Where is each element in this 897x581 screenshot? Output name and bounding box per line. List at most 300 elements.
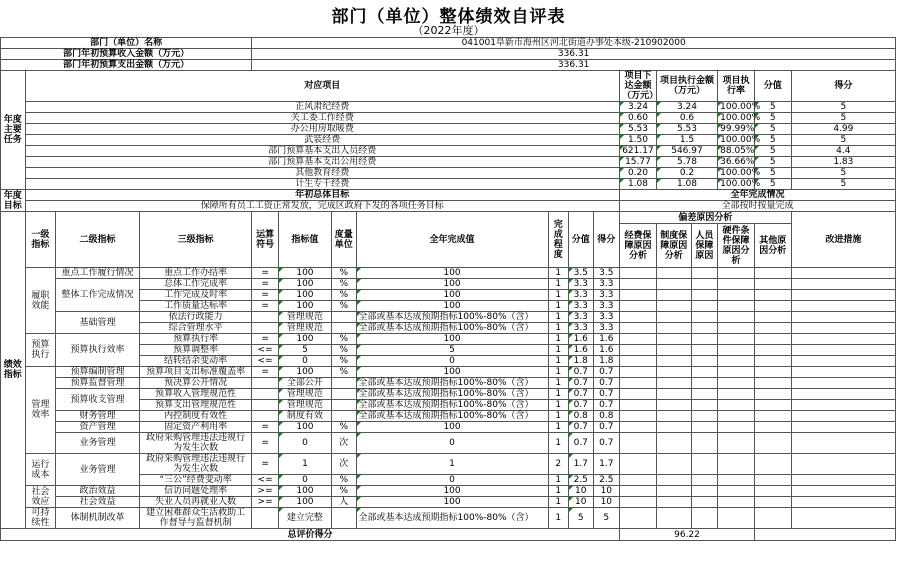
perf-empty-cell <box>791 454 895 475</box>
perf-level2: 基础管理 <box>56 312 140 334</box>
perf-level1: 社会效应 <box>25 486 56 508</box>
perf-target: 100 <box>278 497 331 508</box>
perf-empty-cell <box>754 279 791 290</box>
perf-level1: 预算执行 <box>25 334 56 367</box>
perf-actual: 全部或基本达成预期指标100%-80%（含） <box>356 400 548 411</box>
perf-empty-cell <box>691 411 718 422</box>
perf-empty-cell <box>620 367 657 378</box>
perf-op <box>252 411 279 422</box>
task-name: 部门预算基本支出公用经费 <box>25 157 620 168</box>
perf-actual: 100 <box>356 334 548 345</box>
perf-empty-cell <box>691 389 718 400</box>
perf-unit: 次 <box>332 454 357 475</box>
perf-unit: % <box>332 301 357 312</box>
perf-empty-cell <box>754 433 791 454</box>
perf-empty-cell <box>656 378 691 389</box>
perf-empty-cell <box>620 454 657 475</box>
task-name: 正风肃纪经费 <box>25 102 620 113</box>
perf-empty-cell <box>791 508 895 529</box>
task-score: 5 <box>754 146 791 157</box>
perf-target: 1 <box>278 454 331 475</box>
header-value: 041001阜新市海州区河北街道办事处本级-210902000 <box>252 38 896 49</box>
perf-header-target: 指标值 <box>278 212 331 268</box>
task-rate: 100.00% <box>718 135 755 146</box>
perf-empty-cell <box>620 334 657 345</box>
task-header-rate: 项目执行率 <box>718 71 755 102</box>
perf-empty-cell <box>620 508 657 529</box>
perf-target: 100 <box>278 486 331 497</box>
perf-level3: 预算收入管理规范性 <box>139 389 251 400</box>
task-rate: 88.05% <box>718 146 755 157</box>
perf-got: 10 <box>593 497 620 508</box>
perf-target: 建立完整 <box>278 508 331 529</box>
header-label: 部门年初预算收入金额（万元） <box>1 49 252 60</box>
perf-level2: 政治效益 <box>56 486 140 497</box>
perf-level3: 总体工作完成率 <box>139 279 251 290</box>
perf-actual: 100 <box>356 367 548 378</box>
perf-empty-cell <box>620 400 657 411</box>
perf-level2: 预算监督管理 <box>56 378 140 389</box>
perf-got: 10 <box>593 486 620 497</box>
perf-got: 1.8 <box>593 356 620 367</box>
perf-empty-cell <box>754 486 791 497</box>
perf-empty-cell <box>754 400 791 411</box>
perf-level2: 预算编制管理 <box>56 367 140 378</box>
perf-empty-cell <box>691 475 718 486</box>
perf-empty-cell <box>620 345 657 356</box>
task-executed: 3.24 <box>656 102 717 113</box>
perf-op: <= <box>252 475 279 486</box>
task-executed: 1.08 <box>656 179 717 190</box>
perf-score: 1.7 <box>569 454 594 475</box>
perf-degree: 1 <box>548 345 568 356</box>
task-score: 5 <box>754 179 791 190</box>
perf-degree: 1 <box>548 400 568 411</box>
perf-level3: 工作质量达标率 <box>139 301 251 312</box>
perf-actual: 全部或基本达成预期指标100%-80%（含） <box>356 312 548 323</box>
perf-target: 0 <box>278 475 331 486</box>
perf-level2: 业务管理 <box>56 454 140 486</box>
perf-empty-cell <box>718 475 755 486</box>
total-label: 总评价得分 <box>1 529 620 541</box>
task-got: 4.4 <box>791 146 895 157</box>
perf-unit: % <box>332 475 357 486</box>
perf-level3: 依法行政能力 <box>139 312 251 323</box>
perf-level3: 预算支出管理规范性 <box>139 400 251 411</box>
perf-header-level2: 二级指标 <box>56 212 140 268</box>
perf-empty-cell <box>691 454 718 475</box>
perf-empty-cell <box>691 356 718 367</box>
perf-level2: 业务管理 <box>56 433 140 454</box>
task-score: 5 <box>754 135 791 146</box>
task-name: 关工委工作经费 <box>25 113 620 124</box>
perf-actual: 0 <box>356 356 548 367</box>
perf-degree: 1 <box>548 411 568 422</box>
perf-empty-cell <box>620 279 657 290</box>
perf-empty-cell <box>656 268 691 279</box>
task-header-got: 得分 <box>791 71 895 102</box>
perf-empty-cell <box>656 279 691 290</box>
perf-unit <box>332 400 357 411</box>
perf-empty-cell <box>691 497 718 508</box>
perf-empty-cell <box>791 334 895 345</box>
perf-level2: 资产管理 <box>56 422 140 433</box>
perf-got: 3.3 <box>593 301 620 312</box>
perf-target: 管理规范 <box>278 389 331 400</box>
perf-empty-cell <box>754 508 791 529</box>
perf-got: 0.7 <box>593 422 620 433</box>
perf-empty-cell <box>754 378 791 389</box>
perf-op <box>252 389 279 400</box>
perf-actual: 100 <box>356 290 548 301</box>
perf-empty-cell <box>620 497 657 508</box>
task-name: 其他教育经费 <box>25 168 620 179</box>
perf-empty-cell <box>754 389 791 400</box>
task-got: 4.99 <box>791 124 895 135</box>
task-executed: 546.97 <box>656 146 717 157</box>
task-issued: 0.60 <box>620 113 657 124</box>
perf-op: = <box>252 268 279 279</box>
perf-unit: % <box>332 367 357 378</box>
perf-score: 3.5 <box>569 268 594 279</box>
perf-target: 0 <box>278 356 331 367</box>
perf-degree: 1 <box>548 279 568 290</box>
perf-empty-cell <box>754 312 791 323</box>
perf-actual: 全部或基本达成预期指标100%-80%（含） <box>356 508 548 529</box>
perf-target: 100 <box>278 422 331 433</box>
perf-empty-cell <box>620 378 657 389</box>
perf-empty-cell <box>754 422 791 433</box>
perf-header-got: 得分 <box>593 212 620 268</box>
perf-op <box>252 400 279 411</box>
perf-empty-cell <box>691 345 718 356</box>
task-got: 5 <box>791 135 895 146</box>
perf-header-actual: 全年完成值 <box>356 212 548 268</box>
perf-actual: 0 <box>356 475 548 486</box>
task-issued: 3.24 <box>620 102 657 113</box>
perf-empty-cell <box>691 323 718 334</box>
perf-empty-cell <box>754 268 791 279</box>
task-issued: 5.53 <box>620 124 657 135</box>
task-issued: 0.20 <box>620 168 657 179</box>
perf-actual: 全部或基本达成预期指标100%-80%（含） <box>356 389 548 400</box>
perf-unit <box>332 378 357 389</box>
perf-score: 3.3 <box>569 323 594 334</box>
perf-degree: 1 <box>548 312 568 323</box>
task-section-label: 年度主要任务 <box>1 71 26 190</box>
perf-level1: 可持续性 <box>25 508 56 529</box>
perf-score: 0.7 <box>569 389 594 400</box>
perf-empty-cell <box>620 411 657 422</box>
perf-empty-cell <box>718 454 755 475</box>
perf-level2: 整体工作完成情况 <box>56 279 140 312</box>
perf-op: = <box>252 433 279 454</box>
perf-unit: % <box>332 279 357 290</box>
perf-target: 100 <box>278 301 331 312</box>
perf-actual: 全部或基本达成预期指标100%-80%（含） <box>356 323 548 334</box>
task-score: 5 <box>754 168 791 179</box>
perf-empty-cell <box>691 400 718 411</box>
task-rate: 99.99% <box>718 124 755 135</box>
perf-empty-cell <box>754 411 791 422</box>
perf-got: 1.6 <box>593 334 620 345</box>
perf-empty-cell <box>791 486 895 497</box>
perf-header-score: 分值 <box>569 212 594 268</box>
perf-op: = <box>252 367 279 378</box>
perf-actual: 100 <box>356 497 548 508</box>
perf-empty-cell <box>791 345 895 356</box>
perf-empty-cell <box>691 486 718 497</box>
perf-unit: % <box>332 290 357 301</box>
perf-level3: 预算执行率 <box>139 334 251 345</box>
perf-degree: 1 <box>548 486 568 497</box>
perf-got: 2.5 <box>593 475 620 486</box>
task-got: 5 <box>791 168 895 179</box>
task-executed: 0.2 <box>656 168 717 179</box>
perf-header-degree: 完成程度 <box>548 212 568 268</box>
perf-header-level1: 一级指标 <box>25 212 56 268</box>
perf-op: <= <box>252 345 279 356</box>
perf-score: 3.3 <box>569 301 594 312</box>
perf-empty-cell <box>656 475 691 486</box>
perf-level3: 综合管理水平 <box>139 323 251 334</box>
perf-empty-cell <box>656 508 691 529</box>
perf-empty-cell <box>754 301 791 312</box>
perf-op: = <box>252 301 279 312</box>
perf-unit: % <box>332 268 357 279</box>
perf-empty-cell <box>754 367 791 378</box>
perf-got: 0.8 <box>593 411 620 422</box>
perf-got: 3.5 <box>593 268 620 279</box>
perf-score: 0.7 <box>569 433 594 454</box>
perf-empty-cell <box>791 367 895 378</box>
perf-level3: 建立困难群众生活救助工作督导与监督机制 <box>139 508 251 529</box>
perf-op: = <box>252 334 279 345</box>
task-issued: 15.77 <box>620 157 657 168</box>
perf-level2: 体制机制改革 <box>56 508 140 529</box>
perf-empty-cell <box>791 290 895 301</box>
perf-actual: 100 <box>356 268 548 279</box>
perf-empty-cell <box>718 367 755 378</box>
perf-level3: 政府采购管理违法违规行为发生次数 <box>139 454 251 475</box>
perf-empty-cell <box>620 268 657 279</box>
task-issued: 1.08 <box>620 179 657 190</box>
perf-empty-cell <box>620 486 657 497</box>
perf-unit: 次 <box>332 433 357 454</box>
perf-degree: 1 <box>548 301 568 312</box>
perf-got: 1.7 <box>593 454 620 475</box>
task-score: 5 <box>754 124 791 135</box>
perf-unit <box>332 323 357 334</box>
perf-score: 1.6 <box>569 345 594 356</box>
perf-empty-cell <box>691 422 718 433</box>
perf-empty-cell <box>656 367 691 378</box>
perf-degree: 1 <box>548 508 568 529</box>
perf-empty-cell <box>718 400 755 411</box>
perf-level1: 管理效率 <box>25 367 56 454</box>
perf-empty-cell <box>656 433 691 454</box>
goal-final-text: 全部按时按量完成 <box>620 201 896 212</box>
perf-empty-cell <box>620 475 657 486</box>
perf-score: 0.7 <box>569 400 594 411</box>
perf-unit: % <box>332 356 357 367</box>
header-value: 336.31 <box>252 49 896 60</box>
perf-header-dev3: 人员保障原因 <box>691 224 718 268</box>
perf-empty-cell <box>754 290 791 301</box>
perf-got: 5 <box>593 508 620 529</box>
perf-degree: 1 <box>548 389 568 400</box>
perf-target: 全部公开 <box>278 378 331 389</box>
perf-empty-cell <box>718 411 755 422</box>
task-score: 5 <box>754 102 791 113</box>
perf-empty-cell <box>791 268 895 279</box>
perf-target: 100 <box>278 367 331 378</box>
perf-degree: 1 <box>548 475 568 486</box>
perf-empty-cell <box>691 334 718 345</box>
task-executed: 1.5 <box>656 135 717 146</box>
perf-level3: 失业人员再就业人数 <box>139 497 251 508</box>
perf-empty-cell <box>620 312 657 323</box>
perf-header-improve: 改进措施 <box>791 212 895 268</box>
task-header-score: 分值 <box>754 71 791 102</box>
perf-empty-cell <box>691 378 718 389</box>
perf-empty-cell <box>718 378 755 389</box>
perf-level3: 预算项目支出标准覆盖率 <box>139 367 251 378</box>
perf-level2: 财务管理 <box>56 411 140 422</box>
perf-empty-cell <box>620 389 657 400</box>
perf-got: 3.3 <box>593 279 620 290</box>
task-name: 办公用房取暖费 <box>25 124 620 135</box>
perf-empty-cell <box>718 345 755 356</box>
perf-score: 10 <box>569 486 594 497</box>
perf-empty-cell <box>791 356 895 367</box>
perf-op <box>252 323 279 334</box>
perf-score: 3.3 <box>569 279 594 290</box>
perf-empty-cell <box>656 312 691 323</box>
perf-score: 10 <box>569 497 594 508</box>
perf-empty-cell <box>656 454 691 475</box>
task-rate: 100.00% <box>718 179 755 190</box>
perf-empty-cell <box>791 312 895 323</box>
perf-degree: 2 <box>548 454 568 475</box>
perf-empty-cell <box>691 290 718 301</box>
perf-unit: % <box>332 486 357 497</box>
self-evaluation-table <box>0 37 896 541</box>
perf-empty-cell <box>656 323 691 334</box>
perf-got: 0.7 <box>593 367 620 378</box>
perf-empty-cell <box>691 312 718 323</box>
perf-degree: 1 <box>548 290 568 301</box>
perf-level3: 信访问题处理率 <box>139 486 251 497</box>
perf-empty-cell <box>718 389 755 400</box>
perf-op <box>252 508 279 529</box>
header-label: 部门年初预算支出金额（万元） <box>1 60 252 71</box>
perf-score: 0.8 <box>569 411 594 422</box>
perf-empty-cell <box>718 486 755 497</box>
task-got: 5 <box>791 113 895 124</box>
task-executed: 5.53 <box>656 124 717 135</box>
perf-op: >= <box>252 497 279 508</box>
task-got: 5 <box>791 102 895 113</box>
header-label: 部门（单位）名称 <box>1 38 252 49</box>
task-got: 5 <box>791 179 895 190</box>
perf-unit: % <box>332 422 357 433</box>
perf-op <box>252 312 279 323</box>
perf-empty-cell <box>620 356 657 367</box>
perf-got: 1.6 <box>593 345 620 356</box>
task-executed: 0.6 <box>656 113 717 124</box>
perf-degree: 1 <box>548 378 568 389</box>
perf-got: 0.7 <box>593 400 620 411</box>
perf-empty-cell <box>718 356 755 367</box>
perf-target: 100 <box>278 290 331 301</box>
perf-empty-cell <box>791 411 895 422</box>
perf-unit: % <box>332 334 357 345</box>
perf-op: = <box>252 279 279 290</box>
perf-empty-cell <box>718 279 755 290</box>
task-got: 1.83 <box>791 157 895 168</box>
perf-unit <box>332 508 357 529</box>
perf-empty-cell <box>620 422 657 433</box>
perf-degree: 1 <box>548 433 568 454</box>
total-empty <box>754 529 895 541</box>
perf-empty-cell <box>718 497 755 508</box>
perf-score: 2.5 <box>569 475 594 486</box>
perf-empty-cell <box>656 400 691 411</box>
perf-empty-cell <box>656 389 691 400</box>
perf-level3: 重点工作办结率 <box>139 268 251 279</box>
task-executed: 5.78 <box>656 157 717 168</box>
perf-op <box>252 378 279 389</box>
task-header-item: 对应项目 <box>25 71 620 102</box>
perf-level2: 预算执行效率 <box>56 334 140 367</box>
task-rate: 36.66% <box>718 157 755 168</box>
perf-empty-cell <box>791 323 895 334</box>
perf-level1: 履职效能 <box>25 268 56 334</box>
task-name: 武装经费 <box>25 135 620 146</box>
perf-header-dev5: 其他原因分析 <box>754 224 791 268</box>
perf-target: 管理规范 <box>278 400 331 411</box>
perf-header-level3: 三级指标 <box>139 212 251 268</box>
perf-unit: % <box>332 345 357 356</box>
perf-empty-cell <box>620 290 657 301</box>
perf-level3: “三公”经费变动率 <box>139 475 251 486</box>
perf-target: 0 <box>278 433 331 454</box>
perf-empty-cell <box>754 356 791 367</box>
page-title: 部门（单位）整体绩效自评表 <box>331 7 566 27</box>
task-name: 计生专干经费 <box>25 179 620 190</box>
perf-empty-cell <box>718 268 755 279</box>
perf-score: 1.8 <box>569 356 594 367</box>
perf-header-dev2: 制度保障原因分析 <box>656 224 691 268</box>
perf-level2: 社会效益 <box>56 497 140 508</box>
perf-empty-cell <box>718 290 755 301</box>
perf-target: 制度有效 <box>278 411 331 422</box>
perf-degree: 1 <box>548 422 568 433</box>
perf-actual: 100 <box>356 422 548 433</box>
goal-initial-label: 年初总体目标 <box>25 190 620 201</box>
perf-op: <= <box>252 356 279 367</box>
perf-target: 100 <box>278 279 331 290</box>
perf-degree: 1 <box>548 268 568 279</box>
perf-got: 0.7 <box>593 378 620 389</box>
perf-empty-cell <box>754 475 791 486</box>
perf-empty-cell <box>791 433 895 454</box>
goal-initial-text: 保障所有员工工资正常发放，完成区政府下发的各项任务目标 <box>25 201 620 212</box>
perf-level2: 重点工作履行情况 <box>56 268 140 279</box>
perf-got: 0.7 <box>593 433 620 454</box>
perf-empty-cell <box>656 422 691 433</box>
